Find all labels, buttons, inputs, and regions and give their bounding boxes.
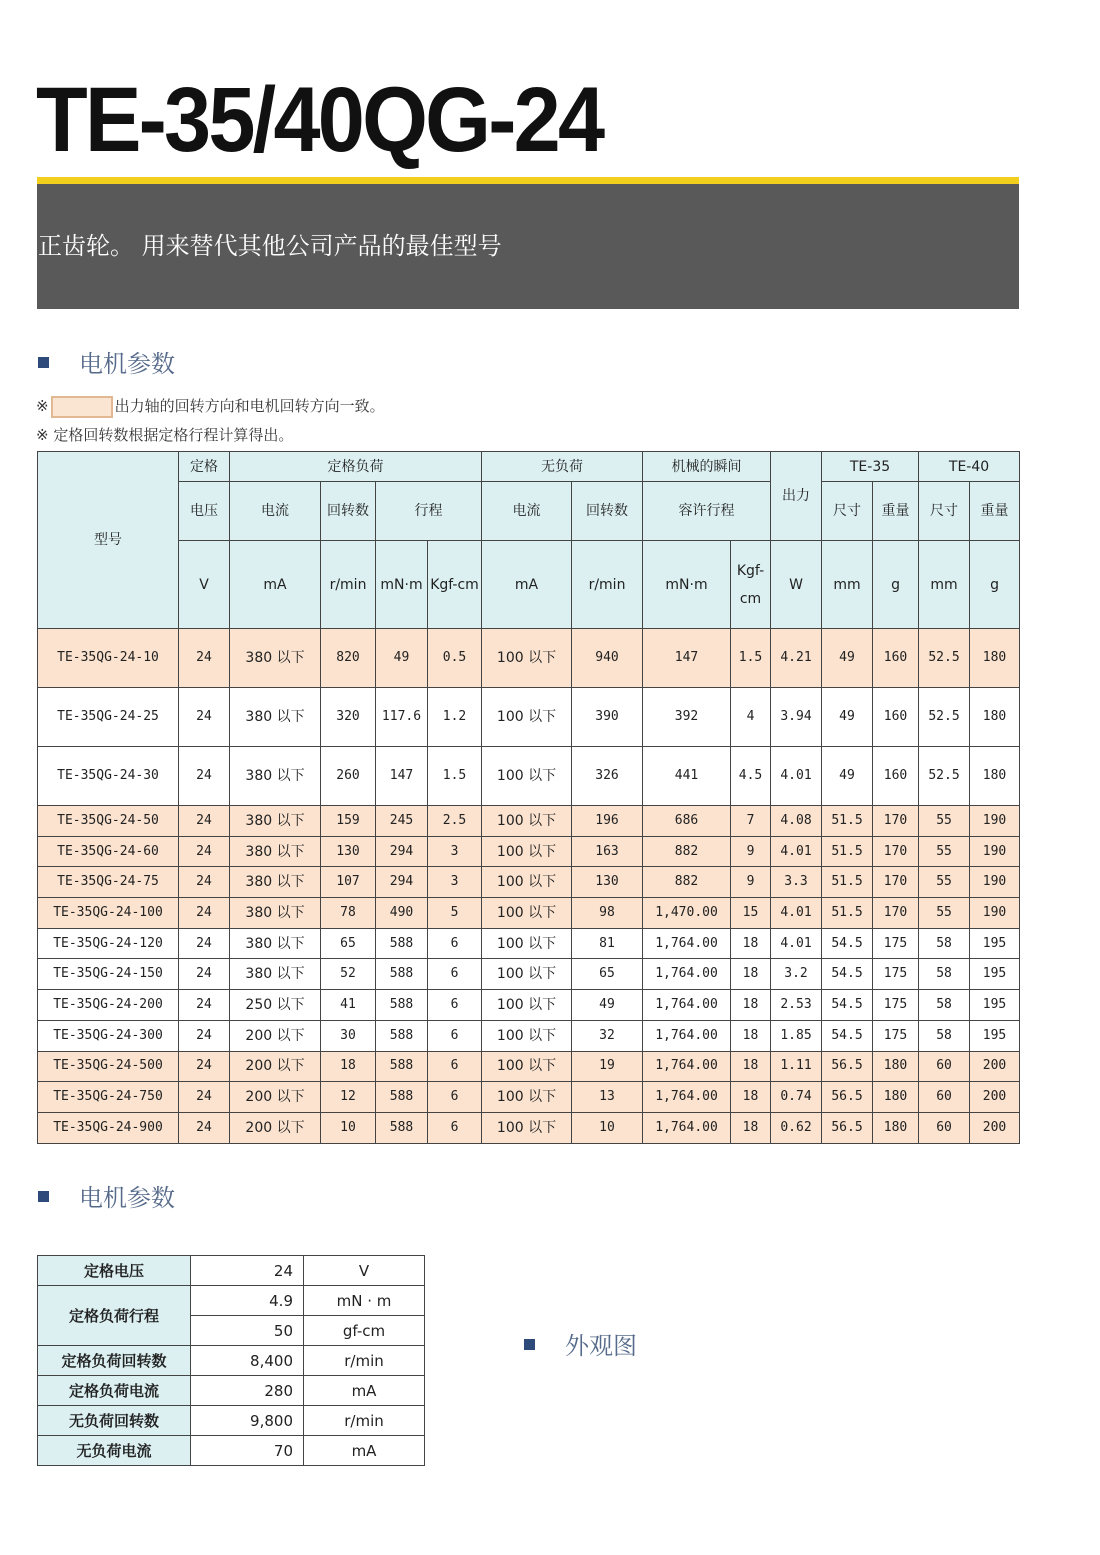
cell-size-te40: 60	[919, 1051, 970, 1082]
cell-torque-mnm: 588	[376, 1051, 428, 1082]
cell-rev: 320	[321, 688, 376, 747]
cell-current: 380 以下	[230, 747, 321, 806]
cell-nl-rev: 19	[572, 1051, 643, 1082]
cell-weight-te35: 175	[873, 1020, 919, 1051]
header-no-load: 无负荷	[482, 452, 643, 482]
cell-rev: 12	[321, 1082, 376, 1113]
cell-nl-rev: 940	[572, 629, 643, 688]
table-row	[38, 836, 1020, 867]
cell-size-te35: 51.5	[822, 867, 873, 898]
cell-output: 1.85	[771, 1020, 822, 1051]
header-stroke: 行程	[376, 482, 482, 541]
cell-nl-current: 100 以下	[482, 1082, 572, 1113]
cell-nl-current: 100 以下	[482, 867, 572, 898]
cell-rev: 78	[321, 898, 376, 929]
table-row	[38, 629, 1020, 688]
cell-model: TE-35QG-24-200	[38, 990, 179, 1021]
cell-nl-current: 100 以下	[482, 688, 572, 747]
cell-allow-mnm: 1,764.00	[643, 990, 731, 1021]
section-heading-appearance: 外观图	[524, 1330, 637, 1362]
table-row	[38, 1112, 1020, 1143]
header-allow-stroke: 容许行程	[643, 482, 771, 541]
cell-weight-te35: 170	[873, 867, 919, 898]
cell-current: 380 以下	[230, 867, 321, 898]
cell-allow-kgf: 18	[731, 1051, 771, 1082]
unit-nl-ma: mA	[482, 541, 572, 629]
cell-allow-mnm: 1,764.00	[643, 1082, 731, 1113]
cell-size-te40: 52.5	[919, 688, 970, 747]
cell-output: 2.53	[771, 990, 822, 1021]
header-current: 电流	[230, 482, 321, 541]
cell-weight-te35: 170	[873, 836, 919, 867]
cell-current: 380 以下	[230, 898, 321, 929]
cell-torque-kgf: 6	[428, 1051, 482, 1082]
cell-model: TE-35QG-24-100	[38, 898, 179, 929]
cell-weight-te35: 170	[873, 898, 919, 929]
param-row-stroke-gf: 50 gf-cm	[38, 1316, 425, 1346]
cell-nl-current: 100 以下	[482, 959, 572, 990]
cell-model: TE-35QG-24-900	[38, 1112, 179, 1143]
table-row	[38, 747, 1020, 806]
header-model: 型号	[38, 452, 179, 629]
table-row	[38, 867, 1020, 898]
cell-size-te35: 56.5	[822, 1112, 873, 1143]
cell-size-te35: 54.5	[822, 990, 873, 1021]
cell-size-te35: 54.5	[822, 1020, 873, 1051]
cell-rev: 18	[321, 1051, 376, 1082]
table-row	[38, 806, 1020, 837]
param-row-load-current: 定格负荷电流 280 mA	[38, 1376, 425, 1406]
cell-output: 4.01	[771, 928, 822, 959]
cell-weight-te35: 180	[873, 1112, 919, 1143]
cell-weight-te40: 190	[970, 867, 1020, 898]
cell-current: 200 以下	[230, 1051, 321, 1082]
cell-voltage: 24	[179, 867, 230, 898]
cell-torque-kgf: 0.5	[428, 629, 482, 688]
cell-voltage: 24	[179, 898, 230, 929]
cell-size-te40: 55	[919, 836, 970, 867]
cell-voltage: 24	[179, 747, 230, 806]
unit-mech-mnm: mN·m	[643, 541, 731, 629]
cell-allow-mnm: 882	[643, 867, 731, 898]
cell-torque-kgf: 2.5	[428, 806, 482, 837]
unit-mm-te40: mm	[919, 541, 970, 629]
cell-voltage: 24	[179, 959, 230, 990]
cell-nl-current: 100 以下	[482, 629, 572, 688]
table-row	[38, 1082, 1020, 1113]
header-weight-te40: 重量	[970, 482, 1020, 541]
cell-output: 3.3	[771, 867, 822, 898]
table-row	[38, 928, 1020, 959]
cell-current: 200 以下	[230, 1020, 321, 1051]
cell-weight-te35: 175	[873, 990, 919, 1021]
cell-model: TE-35QG-24-750	[38, 1082, 179, 1113]
param-row-voltage: 定格电压 24 V	[38, 1256, 425, 1286]
cell-weight-te40: 190	[970, 898, 1020, 929]
cell-nl-rev: 49	[572, 990, 643, 1021]
unit-mm-te35: mm	[822, 541, 873, 629]
cell-voltage: 24	[179, 1020, 230, 1051]
unit-w: W	[771, 541, 822, 629]
cell-current: 380 以下	[230, 836, 321, 867]
cell-voltage: 24	[179, 806, 230, 837]
cell-voltage: 24	[179, 688, 230, 747]
cell-allow-mnm: 1,764.00	[643, 1051, 731, 1082]
cell-allow-mnm: 147	[643, 629, 731, 688]
cell-torque-mnm: 588	[376, 1082, 428, 1113]
cell-rev: 41	[321, 990, 376, 1021]
cell-model: TE-35QG-24-500	[38, 1051, 179, 1082]
table-row	[38, 898, 1020, 929]
cell-size-te40: 60	[919, 1112, 970, 1143]
cell-nl-current: 100 以下	[482, 836, 572, 867]
cell-weight-te35: 175	[873, 928, 919, 959]
cell-nl-current: 100 以下	[482, 898, 572, 929]
cell-torque-mnm: 117.6	[376, 688, 428, 747]
cell-torque-kgf: 6	[428, 1082, 482, 1113]
cell-torque-mnm: 588	[376, 990, 428, 1021]
cell-weight-te40: 195	[970, 990, 1020, 1021]
unit-g-te40: g	[970, 541, 1020, 629]
cell-nl-rev: 163	[572, 836, 643, 867]
cell-nl-rev: 130	[572, 867, 643, 898]
cell-allow-kgf: 1.5	[731, 629, 771, 688]
cell-allow-kgf: 18	[731, 990, 771, 1021]
cell-size-te40: 55	[919, 806, 970, 837]
cell-voltage: 24	[179, 629, 230, 688]
cell-weight-te35: 175	[873, 959, 919, 990]
cell-torque-kgf: 6	[428, 1020, 482, 1051]
cell-nl-current: 100 以下	[482, 806, 572, 837]
cell-model: TE-35QG-24-10	[38, 629, 179, 688]
table-row	[38, 990, 1020, 1021]
cell-torque-kgf: 6	[428, 990, 482, 1021]
cell-current: 380 以下	[230, 806, 321, 837]
cell-torque-kgf: 6	[428, 1112, 482, 1143]
cell-size-te40: 52.5	[919, 629, 970, 688]
header-te35: TE-35	[822, 452, 919, 482]
cell-allow-mnm: 392	[643, 688, 731, 747]
param-row-noload-rev: 无负荷回转数 9,800 r/min	[38, 1406, 425, 1436]
cell-allow-kgf: 18	[731, 1020, 771, 1051]
cell-weight-te35: 170	[873, 806, 919, 837]
cell-nl-current: 100 以下	[482, 1020, 572, 1051]
cell-nl-rev: 196	[572, 806, 643, 837]
cell-allow-mnm: 882	[643, 836, 731, 867]
accent-bar	[37, 177, 1019, 184]
table-row	[38, 1051, 1020, 1082]
cell-rev: 107	[321, 867, 376, 898]
cell-torque-mnm: 588	[376, 1020, 428, 1051]
cell-allow-mnm: 1,764.00	[643, 1020, 731, 1051]
cell-weight-te40: 180	[970, 747, 1020, 806]
cell-weight-te40: 195	[970, 959, 1020, 990]
cell-current: 380 以下	[230, 629, 321, 688]
cell-size-te35: 54.5	[822, 959, 873, 990]
unit-g-te35: g	[873, 541, 919, 629]
cell-model: TE-35QG-24-30	[38, 747, 179, 806]
cell-model: TE-35QG-24-75	[38, 867, 179, 898]
unit-mnm: mN·m	[376, 541, 428, 629]
table-row	[38, 688, 1020, 747]
cell-rev: 260	[321, 747, 376, 806]
square-bullet-icon	[38, 357, 49, 368]
cell-weight-te40: 180	[970, 688, 1020, 747]
cell-nl-rev: 65	[572, 959, 643, 990]
param-row-noload-current: 无负荷电流 70 mA	[38, 1436, 425, 1466]
cell-voltage: 24	[179, 836, 230, 867]
param-row-stroke: 定格负荷行程 4.9 mN · m	[38, 1286, 425, 1316]
cell-rev: 10	[321, 1112, 376, 1143]
cell-size-te40: 58	[919, 928, 970, 959]
cell-allow-kgf: 4.5	[731, 747, 771, 806]
header-weight-te35: 重量	[873, 482, 919, 541]
cell-output: 0.74	[771, 1082, 822, 1113]
unit-ma: mA	[230, 541, 321, 629]
cell-output: 4.01	[771, 898, 822, 929]
cell-nl-rev: 98	[572, 898, 643, 929]
cell-torque-mnm: 490	[376, 898, 428, 929]
cell-output: 0.62	[771, 1112, 822, 1143]
header-mech: 机械的瞬间	[643, 452, 771, 482]
cell-size-te35: 56.5	[822, 1082, 873, 1113]
cell-size-te40: 58	[919, 959, 970, 990]
unit-rmin: r/min	[321, 541, 376, 629]
banner-subtitle: 正齿轮。 用来替代其他公司产品的最佳型号	[38, 232, 502, 260]
cell-weight-te40: 195	[970, 928, 1020, 959]
cell-torque-mnm: 588	[376, 928, 428, 959]
cell-allow-kgf: 18	[731, 1112, 771, 1143]
header-size-te40: 尺寸	[919, 482, 970, 541]
cell-nl-rev: 10	[572, 1112, 643, 1143]
cell-torque-kgf: 1.2	[428, 688, 482, 747]
cell-weight-te40: 195	[970, 1020, 1020, 1051]
cell-size-te35: 56.5	[822, 1051, 873, 1082]
header-output: 出力	[771, 452, 822, 541]
cell-torque-kgf: 3	[428, 836, 482, 867]
cell-allow-kgf: 7	[731, 806, 771, 837]
cell-weight-te40: 190	[970, 806, 1020, 837]
cell-allow-mnm: 441	[643, 747, 731, 806]
note-rated-rev: ※ 定格回转数根据定格行程计算得出。	[36, 426, 294, 444]
cell-allow-mnm: 686	[643, 806, 731, 837]
cell-torque-mnm: 49	[376, 629, 428, 688]
unit-nl-rmin: r/min	[572, 541, 643, 629]
cell-allow-kgf: 9	[731, 836, 771, 867]
cell-current: 380 以下	[230, 688, 321, 747]
cell-model: TE-35QG-24-60	[38, 836, 179, 867]
square-bullet-icon	[38, 1191, 49, 1202]
square-bullet-icon	[524, 1339, 535, 1350]
spec-table	[37, 451, 1020, 1144]
cell-torque-mnm: 294	[376, 836, 428, 867]
cell-torque-mnm: 147	[376, 747, 428, 806]
header-rated-load: 定格负荷	[230, 452, 482, 482]
header-rated: 定格	[179, 452, 230, 482]
cell-size-te35: 49	[822, 629, 873, 688]
cell-size-te35: 54.5	[822, 928, 873, 959]
section-heading-motor-params: 电机参数	[38, 348, 175, 380]
highlight-legend-swatch	[51, 396, 113, 418]
cell-weight-te40: 180	[970, 629, 1020, 688]
cell-weight-te40: 190	[970, 836, 1020, 867]
table-row	[38, 959, 1020, 990]
header-nl-rev: 回转数	[572, 482, 643, 541]
cell-allow-kgf: 15	[731, 898, 771, 929]
cell-output: 4.01	[771, 836, 822, 867]
cell-torque-mnm: 245	[376, 806, 428, 837]
cell-allow-mnm: 1,764.00	[643, 959, 731, 990]
cell-torque-mnm: 588	[376, 1112, 428, 1143]
cell-allow-mnm: 1,470.00	[643, 898, 731, 929]
cell-weight-te35: 160	[873, 747, 919, 806]
cell-current: 200 以下	[230, 1082, 321, 1113]
cell-size-te35: 51.5	[822, 836, 873, 867]
cell-weight-te40: 200	[970, 1051, 1020, 1082]
cell-torque-kgf: 3	[428, 867, 482, 898]
cell-rev: 159	[321, 806, 376, 837]
cell-rev: 52	[321, 959, 376, 990]
header-nl-current: 电流	[482, 482, 572, 541]
cell-torque-mnm: 294	[376, 867, 428, 898]
cell-nl-rev: 390	[572, 688, 643, 747]
cell-size-te40: 55	[919, 867, 970, 898]
cell-size-te35: 51.5	[822, 806, 873, 837]
rated-params-table	[37, 1255, 425, 1466]
cell-nl-rev: 13	[572, 1082, 643, 1113]
cell-torque-kgf: 1.5	[428, 747, 482, 806]
cell-nl-current: 100 以下	[482, 747, 572, 806]
cell-current: 200 以下	[230, 1112, 321, 1143]
unit-v: V	[179, 541, 230, 629]
cell-size-te40: 60	[919, 1082, 970, 1113]
cell-torque-kgf: 6	[428, 928, 482, 959]
cell-size-te35: 51.5	[822, 898, 873, 929]
cell-allow-kgf: 18	[731, 1082, 771, 1113]
cell-model: TE-35QG-24-150	[38, 959, 179, 990]
page-title: TE-35/40QG-24	[36, 69, 603, 171]
cell-torque-kgf: 6	[428, 959, 482, 990]
section-heading-motor-params-2: 电机参数	[38, 1182, 175, 1214]
header-rev: 回转数	[321, 482, 376, 541]
cell-nl-current: 100 以下	[482, 1051, 572, 1082]
cell-voltage: 24	[179, 928, 230, 959]
cell-allow-kgf: 4	[731, 688, 771, 747]
cell-rev: 65	[321, 928, 376, 959]
cell-weight-te35: 180	[873, 1082, 919, 1113]
param-row-load-rev: 定格负荷回转数 8,400 r/min	[38, 1346, 425, 1376]
cell-weight-te40: 200	[970, 1112, 1020, 1143]
cell-voltage: 24	[179, 1082, 230, 1113]
cell-model: TE-35QG-24-300	[38, 1020, 179, 1051]
cell-size-te40: 58	[919, 990, 970, 1021]
cell-voltage: 24	[179, 1051, 230, 1082]
cell-nl-rev: 32	[572, 1020, 643, 1051]
cell-output: 3.2	[771, 959, 822, 990]
cell-torque-mnm: 588	[376, 959, 428, 990]
cell-voltage: 24	[179, 1112, 230, 1143]
cell-weight-te35: 160	[873, 688, 919, 747]
cell-rev: 30	[321, 1020, 376, 1051]
cell-nl-current: 100 以下	[482, 928, 572, 959]
cell-output: 4.21	[771, 629, 822, 688]
unit-mech-kgf: Kgf-cm	[731, 541, 771, 629]
cell-output: 4.01	[771, 747, 822, 806]
cell-nl-rev: 81	[572, 928, 643, 959]
cell-model: TE-35QG-24-50	[38, 806, 179, 837]
cell-nl-current: 100 以下	[482, 1112, 572, 1143]
cell-rev: 130	[321, 836, 376, 867]
cell-allow-kgf: 18	[731, 959, 771, 990]
cell-current: 380 以下	[230, 928, 321, 959]
cell-size-te35: 49	[822, 688, 873, 747]
cell-current: 380 以下	[230, 959, 321, 990]
cell-output: 1.11	[771, 1051, 822, 1082]
table-row	[38, 1020, 1020, 1051]
cell-size-te40: 52.5	[919, 747, 970, 806]
cell-allow-mnm: 1,764.00	[643, 1112, 731, 1143]
header-size-te35: 尺寸	[822, 482, 873, 541]
cell-output: 3.94	[771, 688, 822, 747]
cell-weight-te40: 200	[970, 1082, 1020, 1113]
cell-nl-rev: 326	[572, 747, 643, 806]
cell-weight-te35: 160	[873, 629, 919, 688]
header-te40: TE-40	[919, 452, 1020, 482]
header-voltage: 电压	[179, 482, 230, 541]
unit-kgf: Kgf-cm	[428, 541, 482, 629]
cell-allow-kgf: 9	[731, 867, 771, 898]
cell-model: TE-35QG-24-25	[38, 688, 179, 747]
cell-nl-current: 100 以下	[482, 990, 572, 1021]
cell-size-te35: 49	[822, 747, 873, 806]
cell-rev: 820	[321, 629, 376, 688]
cell-allow-mnm: 1,764.00	[643, 928, 731, 959]
cell-model: TE-35QG-24-120	[38, 928, 179, 959]
cell-size-te40: 55	[919, 898, 970, 929]
cell-allow-kgf: 18	[731, 928, 771, 959]
cell-torque-kgf: 5	[428, 898, 482, 929]
cell-voltage: 24	[179, 990, 230, 1021]
cell-current: 250 以下	[230, 990, 321, 1021]
cell-output: 4.08	[771, 806, 822, 837]
cell-weight-te35: 180	[873, 1051, 919, 1082]
cell-size-te40: 58	[919, 1020, 970, 1051]
note-direction: ※ 出力轴的回转方向和电机回转方向一致。	[36, 395, 385, 418]
